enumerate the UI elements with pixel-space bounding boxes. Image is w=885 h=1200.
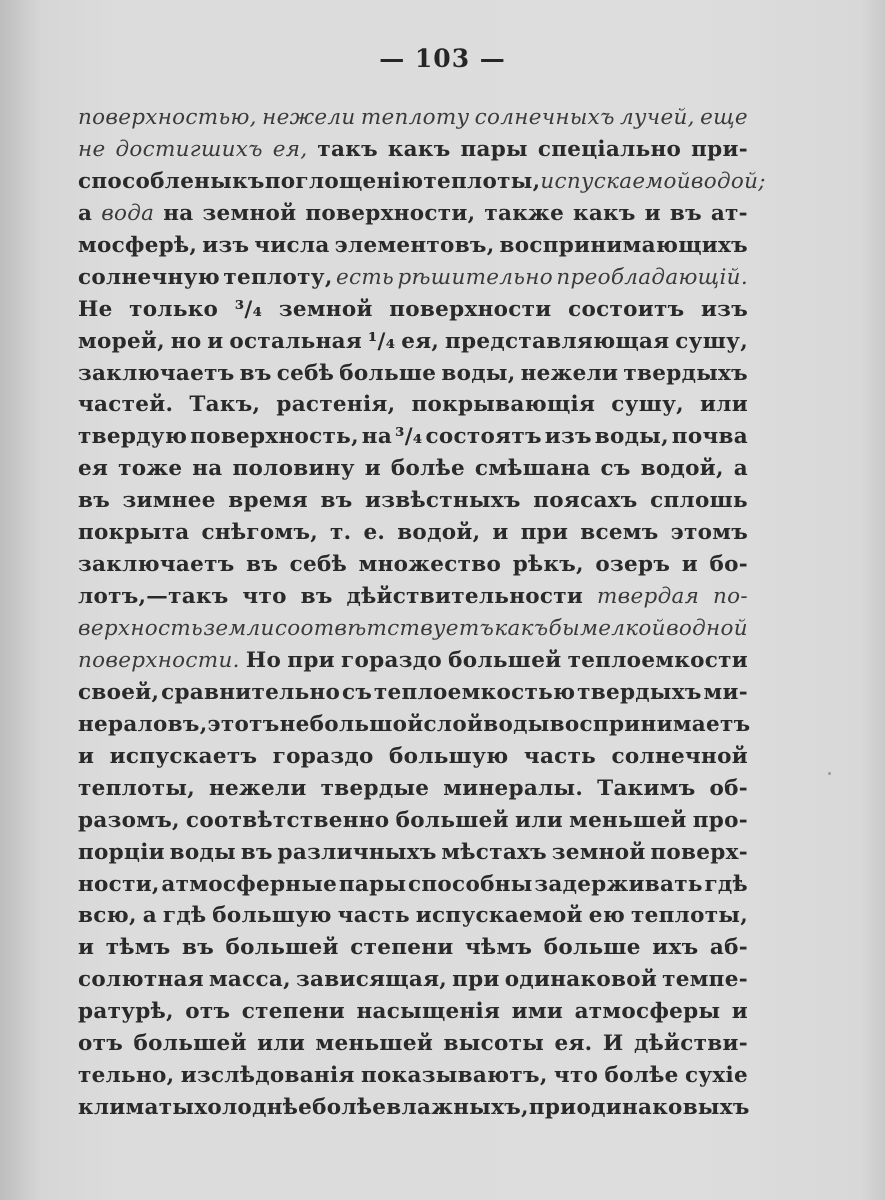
word: на — [163, 200, 194, 226]
word: большей — [133, 1031, 247, 1057]
word: извѣстныхъ — [364, 488, 521, 514]
word: нежели — [262, 105, 356, 130]
word: теплоемкостью — [373, 679, 576, 705]
paper-speck — [828, 772, 831, 775]
word: одинаковой — [504, 967, 658, 993]
word: водой, — [640, 456, 724, 482]
word: себѣ — [289, 552, 348, 578]
word: снѣгомъ, — [201, 520, 319, 546]
word: нераловъ, — [78, 711, 208, 737]
word: твердыхъ — [577, 679, 702, 705]
word: ихъ — [652, 935, 699, 961]
word: при- — [691, 136, 748, 162]
word: гдѣ — [704, 871, 748, 897]
text-line — [78, 1060, 748, 1092]
word: сушу, — [611, 392, 684, 418]
word: поверхность, — [190, 424, 359, 450]
text-line — [78, 230, 748, 262]
word: и — [364, 456, 381, 482]
word: себѣ — [276, 360, 335, 386]
text-line — [78, 837, 748, 869]
word: Но — [245, 647, 282, 673]
word: соотвѣтственно — [185, 807, 390, 833]
word: и — [78, 743, 95, 769]
word: но — [170, 328, 202, 354]
word: атмосферы — [574, 999, 721, 1025]
word: изъ — [700, 296, 748, 322]
word: такъ — [317, 136, 378, 162]
word: твердые — [320, 775, 430, 801]
text-line — [78, 1028, 748, 1060]
word: большей — [225, 935, 339, 961]
word: способлены — [78, 168, 233, 194]
text-line — [78, 964, 748, 996]
word: ат- — [710, 200, 748, 226]
text-line — [78, 613, 748, 645]
word: минералы. — [443, 775, 584, 801]
word: дѣйстви- — [633, 1031, 748, 1057]
word: еще — [700, 105, 748, 130]
word: поверхности — [389, 296, 552, 322]
word: часть — [337, 903, 410, 929]
text-line — [78, 549, 748, 581]
word: твердую — [78, 424, 188, 450]
word: теплоты, — [630, 903, 748, 929]
word: поверхности, — [305, 200, 476, 226]
word: всю, — [78, 903, 137, 929]
text-line — [78, 294, 748, 326]
word: мѣстахъ — [441, 839, 547, 865]
word: ³/₄ — [394, 424, 423, 450]
word: или — [257, 1031, 306, 1057]
word: преобладающій. — [556, 264, 748, 290]
text-line — [78, 485, 748, 517]
word: земли — [203, 616, 275, 641]
text-line — [78, 645, 748, 677]
word: ратурѣ, — [78, 999, 174, 1025]
text-line — [78, 453, 748, 485]
word: е. — [363, 520, 386, 546]
word: поверх- — [650, 839, 748, 865]
word: числа — [254, 232, 330, 258]
text-line — [78, 1092, 748, 1124]
word: дѣйствительности — [346, 584, 584, 610]
word: только — [129, 296, 219, 322]
text-line — [78, 805, 748, 837]
word: и — [731, 999, 748, 1025]
text-line — [78, 677, 748, 709]
word: большей — [395, 807, 509, 833]
text-line — [78, 996, 748, 1028]
word: соотвѣтствуетъ — [274, 616, 495, 641]
word: ими — [511, 999, 564, 1025]
word: при — [452, 967, 500, 993]
text-line — [78, 869, 748, 901]
word: на — [361, 424, 393, 450]
word: поверхностью, — [78, 105, 257, 130]
word: или — [515, 807, 563, 833]
word: вода — [101, 200, 155, 226]
word: при — [528, 1095, 577, 1121]
word: степени — [241, 999, 346, 1025]
word: задерживать — [534, 871, 703, 897]
text-line — [78, 581, 748, 613]
word: и — [492, 520, 509, 546]
word: въ — [182, 935, 215, 961]
word: больше — [543, 935, 641, 961]
word: чѣмъ — [465, 935, 533, 961]
word: ея, — [401, 328, 440, 354]
word: меньшей — [315, 1031, 434, 1057]
word: покрыта — [78, 520, 190, 546]
word: состоятъ — [425, 424, 542, 450]
word: большей — [448, 647, 562, 673]
word: сравнительно — [161, 679, 341, 705]
word: солнечныхъ — [474, 105, 615, 130]
word: зависящая, — [295, 967, 448, 993]
text-line — [78, 134, 748, 166]
word: что — [242, 584, 287, 610]
word: верхность — [78, 616, 204, 641]
word: водной — [666, 616, 748, 641]
word: теплоту, — [223, 264, 333, 290]
word: изъ — [202, 232, 250, 258]
text-line — [78, 262, 748, 294]
word: время — [228, 488, 308, 514]
word: и — [78, 935, 95, 961]
word: болѣе — [390, 456, 466, 482]
word: мелкой — [580, 616, 666, 641]
word: теплоту — [360, 105, 470, 130]
text-line — [78, 773, 748, 805]
word: состоитъ — [568, 296, 685, 322]
text-line — [78, 741, 748, 773]
word: теплоемкости — [567, 647, 748, 673]
word: изслѣдованія — [180, 1063, 355, 1089]
word: въ — [239, 360, 272, 386]
word: своей, — [78, 679, 160, 705]
word: что — [553, 1063, 599, 1089]
word: земной — [202, 200, 297, 226]
word: ³/₄ — [234, 296, 263, 322]
word: одинаковыхъ — [576, 1095, 750, 1121]
word: лотъ,—такъ — [78, 584, 229, 610]
word: испускаемой — [540, 168, 691, 194]
word: твердыхъ — [623, 360, 748, 386]
word: рѣкъ, — [512, 552, 584, 578]
word: спеціально — [537, 136, 682, 162]
word: пары — [460, 136, 528, 162]
word: въ — [300, 584, 333, 610]
word: гораздо — [341, 647, 443, 673]
word: степени — [350, 935, 454, 961]
word: об- — [709, 775, 748, 801]
word: изъ — [544, 424, 592, 450]
word: масса, — [208, 967, 291, 993]
word: атмосферные — [161, 871, 338, 897]
word: по- — [713, 584, 748, 610]
word: къ — [232, 168, 265, 194]
word: про- — [692, 807, 748, 833]
word: есть — [336, 264, 395, 290]
text-line — [78, 517, 748, 549]
word: также — [484, 200, 565, 226]
word: твердая — [596, 584, 700, 610]
word: и — [644, 200, 661, 226]
word: въ — [669, 200, 702, 226]
word: И — [602, 1031, 624, 1057]
word: смѣшана — [474, 456, 591, 482]
word: бо- — [709, 552, 748, 578]
word: достигшихъ — [115, 136, 263, 162]
word: и — [207, 328, 224, 354]
word: представляющая — [445, 328, 670, 354]
word: этомъ — [670, 520, 748, 546]
word: болѣе — [604, 1063, 679, 1089]
word: холоднѣе — [194, 1095, 313, 1121]
word: темпе- — [662, 967, 748, 993]
word: воспринимающихъ — [499, 232, 748, 258]
word: покрывающія — [411, 392, 596, 418]
word: бы — [548, 616, 580, 641]
word: часть — [523, 743, 597, 769]
text-line — [78, 102, 748, 134]
word: половину — [232, 456, 355, 482]
word: ея, — [272, 136, 308, 162]
word: поглощенію — [264, 168, 424, 194]
word: гдѣ — [162, 903, 207, 929]
word: меньшей — [569, 807, 687, 833]
word: пары — [338, 871, 407, 897]
word: болѣе — [312, 1095, 387, 1121]
word: и — [681, 552, 698, 578]
word: тоже — [118, 456, 183, 482]
word: на — [192, 456, 223, 482]
word: отъ — [185, 999, 231, 1025]
word: зимнее — [122, 488, 216, 514]
word: поверхности. — [78, 647, 240, 673]
word: высоты — [443, 1031, 545, 1057]
word: Не — [78, 296, 113, 322]
word: воды, — [594, 424, 669, 450]
word: различныхъ — [277, 839, 437, 865]
word: рѣшительно — [397, 264, 554, 290]
word: морей, — [78, 328, 165, 354]
word: солнечной — [611, 743, 748, 769]
text-line — [78, 932, 748, 964]
text-line — [78, 389, 748, 421]
word: ¹/₄ — [367, 328, 396, 354]
word: при — [520, 520, 569, 546]
word: теплоты, — [423, 168, 541, 194]
word: порціи — [78, 839, 165, 865]
word: воды — [169, 839, 237, 865]
word: гораздо — [272, 743, 374, 769]
word: больше — [339, 360, 437, 386]
word: въ — [246, 552, 279, 578]
word: Такимъ — [597, 775, 696, 801]
word: большую — [389, 743, 509, 769]
word: водой, — [397, 520, 481, 546]
word: отъ — [78, 1031, 124, 1057]
word: какъ — [573, 200, 636, 226]
word: ея — [78, 456, 109, 482]
word: при — [287, 647, 335, 673]
word: этотъ — [207, 711, 280, 737]
word: растенія, — [276, 392, 396, 418]
word: множество — [358, 552, 502, 578]
word: теплоты, — [78, 775, 195, 801]
text-line — [78, 326, 748, 358]
word: т. — [330, 520, 352, 546]
text-line — [78, 709, 751, 741]
word: испускаемой — [415, 903, 583, 929]
page-number: — 103 — — [379, 44, 506, 73]
word: поясахъ — [533, 488, 638, 514]
word: а — [142, 903, 157, 929]
word: разомъ, — [78, 807, 180, 833]
word: земной — [551, 839, 646, 865]
word: или — [700, 392, 748, 418]
text-line — [78, 198, 748, 230]
word: влажныхъ, — [386, 1095, 529, 1121]
word: какъ — [387, 136, 451, 162]
word: не — [78, 136, 106, 162]
word: какъ — [494, 616, 549, 641]
text-line — [78, 421, 748, 453]
word: ея. — [554, 1031, 593, 1057]
word: небольшой — [279, 711, 424, 737]
text-line — [78, 166, 766, 198]
word: нежели — [520, 360, 619, 386]
word: лучей, — [620, 105, 695, 130]
word: заключаетъ — [78, 360, 235, 386]
word: элементовъ, — [334, 232, 495, 258]
word: испускаетъ — [109, 743, 258, 769]
word: аб- — [709, 935, 748, 961]
word: нежели — [208, 775, 307, 801]
word: а — [78, 200, 93, 226]
text-line — [78, 358, 748, 390]
word: воды, — [441, 360, 516, 386]
word: мосферѣ, — [78, 232, 198, 258]
word: Такъ, — [189, 392, 261, 418]
word: съ — [600, 456, 631, 482]
word: климаты — [78, 1095, 195, 1121]
word: тѣмъ — [105, 935, 171, 961]
body-text — [78, 102, 766, 1124]
word: ми- — [703, 679, 748, 705]
word: заключаетъ — [78, 552, 235, 578]
word: показываютъ, — [360, 1063, 548, 1089]
word: способны — [407, 871, 533, 897]
word: тельно, — [78, 1063, 175, 1089]
word: насыщенія — [356, 999, 501, 1025]
word: всемъ — [580, 520, 659, 546]
word: воспринимаетъ — [549, 711, 751, 737]
word: а — [733, 456, 748, 482]
word: сухіе — [684, 1063, 748, 1089]
word: ею — [588, 903, 626, 929]
word: земной — [278, 296, 373, 322]
word: въ — [320, 488, 353, 514]
word: ности, — [78, 871, 160, 897]
word: озеръ — [595, 552, 671, 578]
word: почва — [671, 424, 748, 450]
word: въ — [78, 488, 111, 514]
word: съ — [341, 679, 373, 705]
word: солютная — [78, 967, 204, 993]
word: частей. — [78, 392, 174, 418]
word: водой; — [690, 168, 766, 194]
word: слой — [423, 711, 484, 737]
word: сплошь — [650, 488, 748, 514]
text-line — [78, 900, 748, 932]
word: солнечную — [78, 264, 220, 290]
word: большую — [212, 903, 332, 929]
word: воды — [483, 711, 550, 737]
word: остальная — [229, 328, 363, 354]
word: въ — [240, 839, 273, 865]
word: сушу, — [675, 328, 748, 354]
